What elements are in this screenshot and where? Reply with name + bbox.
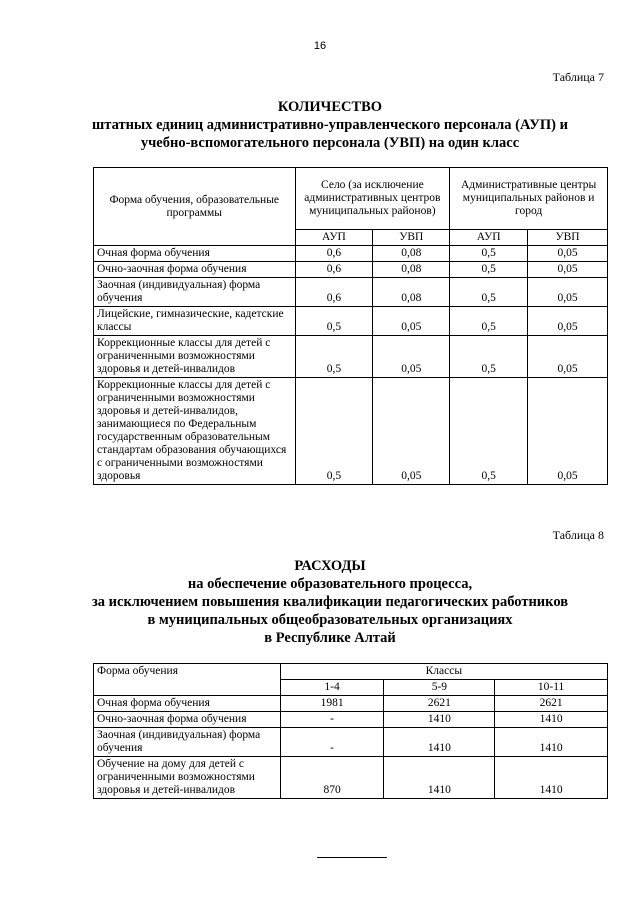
table8-title-line: за исключением повышения квалификации педагогических работников (91, 594, 569, 610)
cell-value: 2621 (495, 696, 608, 712)
table7-title (60, 98, 600, 152)
cell-value: 0,05 (528, 262, 608, 278)
table-row (94, 336, 608, 378)
table7-title-line: учебно-вспомогательного персонала (УВП) на один класс (140, 135, 520, 151)
cell-value: 1410 (495, 728, 608, 757)
table8-caption: Таблица 8 (552, 528, 604, 542)
table8-subheader: 1-4 (280, 680, 384, 696)
table-row (94, 378, 608, 485)
table8-title-line: в Республике Алтай (264, 630, 396, 646)
cell-value: 0,05 (373, 307, 450, 336)
table7-header-group2: Административные центры муниципальных районов и город (450, 168, 608, 230)
table8-title-line: РАСХОДЫ (294, 558, 366, 574)
cell-value: 0,5 (450, 246, 528, 262)
cell-value: 0,5 (450, 262, 528, 278)
table8 (93, 663, 608, 799)
table7-subheader: АУП (295, 230, 373, 246)
table7-title-line: КОЛИЧЕСТВО (277, 99, 383, 115)
table7-title-line: штатных единиц административно-управленческого персонала (АУП) и (92, 117, 568, 133)
table8-header-form: Форма обучения (94, 664, 281, 696)
table8-title-line: в муниципальных общеобразовательных организациях (147, 612, 513, 628)
cell-value: 0,05 (528, 278, 608, 307)
cell-value: 0,6 (295, 278, 373, 307)
table-row (94, 728, 608, 757)
table8-header-group: Классы (280, 664, 607, 680)
table-row (94, 757, 608, 799)
table7-caption: Таблица 7 (552, 70, 604, 84)
row-label: Заочная (индивидуальная) форма обучения (94, 278, 296, 307)
cell-value: 1410 (384, 728, 495, 757)
cell-value: 0,5 (295, 378, 373, 485)
end-separator (317, 857, 387, 858)
cell-value: 0,05 (528, 307, 608, 336)
cell-value: 0,08 (373, 278, 450, 307)
cell-value: 1410 (495, 757, 608, 799)
cell-value: 0,5 (295, 336, 373, 378)
row-label: Очно-заочная форма обучения (94, 712, 281, 728)
cell-value: 0,08 (373, 246, 450, 262)
table8-subheader: 10-11 (495, 680, 608, 696)
row-label: Очная форма обучения (94, 696, 281, 712)
row-label: Заочная (индивидуальная) форма обучения (94, 728, 281, 757)
table8-subheader: 5-9 (384, 680, 495, 696)
table7-subheader: УВП (528, 230, 608, 246)
row-label: Лицейские, гимназические, кадетские классы (94, 307, 296, 336)
cell-value: 0,5 (450, 378, 528, 485)
row-label: Коррекционные классы для детей с ограниченными возможностями здоровья и детей-инвалидов, занимающиеся по Федеральным государственным образовательным стандартам образования обучающихся с ограниченными возможностями здоровья (94, 378, 296, 485)
cell-value: 1410 (384, 712, 495, 728)
table-row (94, 696, 608, 712)
cell-value: 0,08 (373, 262, 450, 278)
table7-subheader: АУП (450, 230, 528, 246)
cell-value: 0,5 (450, 336, 528, 378)
table-row (94, 712, 608, 728)
cell-value: - (280, 712, 384, 728)
page-number: 16 (313, 40, 327, 52)
row-label: Очно-заочная форма обучения (94, 262, 296, 278)
table7-subheader: УВП (373, 230, 450, 246)
cell-value: 0,05 (528, 336, 608, 378)
cell-value: 870 (280, 757, 384, 799)
table-row (94, 246, 608, 262)
cell-value: 0,05 (373, 378, 450, 485)
cell-value: 0,6 (295, 262, 373, 278)
cell-value: 0,05 (373, 336, 450, 378)
cell-value: 0,05 (528, 246, 608, 262)
table7-header-group1: Село (за исключение административных центров муниципальных районов) (295, 168, 450, 230)
cell-value: 0,5 (450, 278, 528, 307)
row-label: Очная форма обучения (94, 246, 296, 262)
table-row (94, 307, 608, 336)
cell-value: 0,6 (295, 246, 373, 262)
row-label: Обучение на дому для детей с ограниченными возможностями здоровья и детей-инвалидов (94, 757, 281, 799)
table8-title-line: на обеспечение образовательного процесса, (187, 576, 473, 592)
cell-value: 0,05 (528, 378, 608, 485)
row-label: Коррекционные классы для детей с ограниченными возможностями здоровья и детей-инвалидов (94, 336, 296, 378)
cell-value: 0,5 (450, 307, 528, 336)
table7-header-form: Форма обучения, образовательные программы (94, 168, 296, 246)
cell-value: 1410 (384, 757, 495, 799)
cell-value: 1981 (280, 696, 384, 712)
cell-value: 2621 (384, 696, 495, 712)
table-row (94, 278, 608, 307)
table7 (93, 167, 608, 485)
cell-value: - (280, 728, 384, 757)
table-row (94, 262, 608, 278)
table8-title (60, 557, 600, 647)
cell-value: 1410 (495, 712, 608, 728)
cell-value: 0,5 (295, 307, 373, 336)
